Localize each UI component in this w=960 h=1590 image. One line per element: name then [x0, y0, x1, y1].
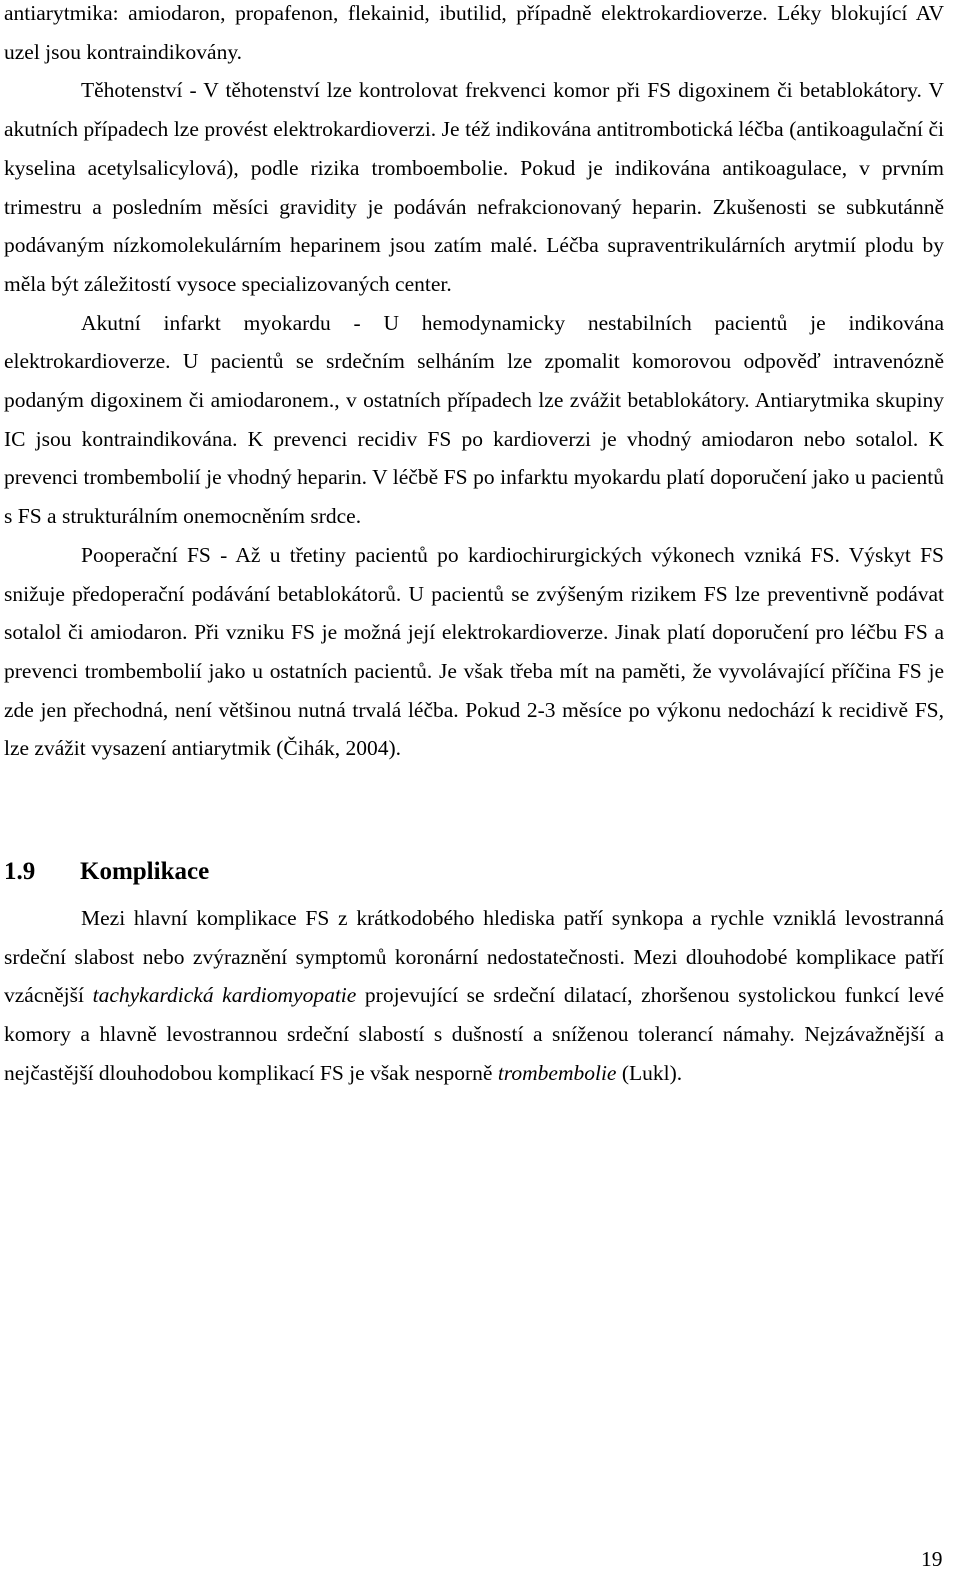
- page-number: 19: [921, 1547, 943, 1571]
- paragraph-complications: [4, 899, 944, 1093]
- section-number: 1.9: [4, 858, 36, 886]
- complications-term-cardiomyopathy: tachykardická kardiomyopatie: [92, 983, 357, 1008]
- paragraph-postoperative: Pooperační FS - Až u třetiny pacientů po kardiochirurgických výkonech vzniká FS. Výskyt FS snižuje předoperační podávání betablokátorů. U pacientů se zvýšeným rizikem FS lze preventivně podávat sotalol či amiodaron. Při vzniku FS je možná její elektrokardioverze. Jinak platí doporučení pro léčbu FS a prevenci trombembolií jako u ostatních pacientů. Je však třeba mít na paměti, že vyvolávající příčina FS je zde jen přechodná, není většinou nutná trvalá léčba. Pokud 2-3 měsíce po výkonu nedochází k recidivě FS, lze zvážit vysazení antiarytmik (Čihák, 2004).: [4, 542, 944, 761]
- paragraph-myocardial-infarction: Akutní infarkt myokardu - U hemodynamicky nestabilních pacientů je indikována elektrokardioverze. U pacientů se srdečním selháním lze zpomalit komorovou odpověď intravenózně podaným digoxinem či amiodaronem., v ostatních případech lze zvážit betablokátory. Antiarytmika skupiny IC jsou kontraindikována. K prevenci recidiv FS po kardioverzi je vhodný amiodaron nebo sotalol. K prevenci trombembolií je vhodný heparin. V léčbě FS po infarktu myokardu platí doporučení jako u pacientů s FS a strukturálním onemocněním srdce.: [4, 310, 944, 529]
- paragraph-antiarrhythmics: antiarytmika: amiodaron, propafenon, flekainid, ibutilid, případně elektrokardioverze. Léky blokující AV uzel jsou kontraindikovány.: [4, 1, 944, 64]
- section-title: Komplikace: [80, 858, 210, 886]
- complications-text-1: Mezi hlavní komplikace FS z krátkodobého hlediska patří synkopa a rychle vzniklá levostranná srdeční slabost nebo zvýraznění symptomů koronární nedostatečnosti. Mezi dlouhodobé komplikace patří vzácnější: [4, 906, 944, 1008]
- complications-term-thromboembolism: trombembolie: [497, 1060, 617, 1085]
- complications-text-2: projevující se srdeční dilatací, zhoršenou systolickou funkcí levé komory a hlavně levostrannou srdeční slabostí s dušností a sníženou tolerancí námahy. Nejzávažnější a nejčastější dlouhodobou komplikací FS je však nesporně: [4, 983, 944, 1085]
- section-heading: [4, 857, 944, 887]
- paragraph-pregnancy: Těhotenství - V těhotenství lze kontrolovat frekvenci komor při FS digoxinem či betablokátory. V akutních případech lze provést elektrokardioverzi. Je též indikována antitrombotická léčba (antikoagulační či kyselina acetylsalicylová), podle rizika tromboembolie. Pokud je indikována antikoagulace, v prvním trimestru a posledním měsíci gravidity je podáván nefrakcionovaný heparin. Zkušenosti se subkutánně podávaným nízkomolekulárním heparinem jsou zatím malé. Léčba supraventrikulárních arytmií plodu by měla být záležitostí vysoce specializovaných center.: [4, 78, 944, 296]
- complications-text-3: (Lukl).: [616, 1060, 683, 1085]
- document-page: [4, 0, 944, 1093]
